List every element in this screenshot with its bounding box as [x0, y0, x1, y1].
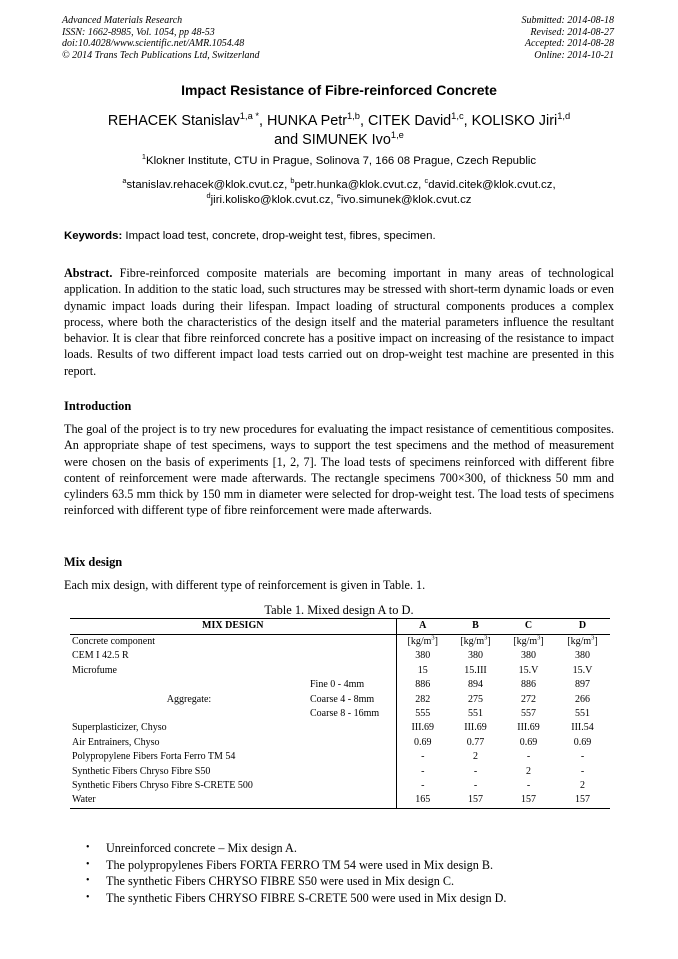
list-item: • The synthetic Fibers CHRYSO FIBRE S-CRETE 500 were used in Mix design D.: [86, 890, 506, 907]
table-cell: -: [421, 765, 425, 777]
table-cell: -: [580, 765, 585, 777]
table-cell: 275: [468, 693, 483, 705]
table-cell: 2: [473, 751, 478, 763]
email-sup: c: [424, 176, 429, 186]
mix-design-table: [70, 618, 610, 809]
table-row: [70, 736, 610, 750]
table-cell: -: [580, 751, 585, 763]
table-cell: 886: [521, 679, 536, 691]
keywords-label: Keywords:: [64, 230, 123, 242]
email-sup: a: [122, 176, 127, 186]
row-label: Superplasticizer, Chyso: [70, 721, 396, 735]
row-label: Concrete component: [70, 635, 396, 650]
table-cell: 894: [468, 679, 483, 691]
row-label: Polypropylene Fibers Forta Ferro TM 54: [70, 750, 396, 764]
table-cell: 897: [575, 679, 590, 691]
author-affil-sup: 1,a *: [239, 111, 260, 122]
email-sup: d: [206, 191, 211, 201]
table-caption: Table 1. Mixed design A to D.: [264, 603, 414, 617]
table-row: [70, 750, 610, 764]
table-row: [70, 721, 610, 735]
table-row: [70, 649, 610, 663]
table-header-row: [70, 619, 610, 635]
table-row: [70, 779, 610, 793]
author-list: [40, 112, 638, 150]
table-cell: -: [526, 780, 531, 792]
copyright-line: © 2014 Trans Tech Publications Ltd, Switzerland: [62, 49, 260, 61]
column-header: MIX DESIGN: [70, 619, 396, 635]
table-cell: -: [473, 765, 478, 777]
mix-design-text: Each mix design, with different type of reinforcement is given in Table. 1.: [64, 578, 426, 592]
table-cell: 282: [415, 693, 431, 705]
table-row: [70, 635, 610, 650]
unit-cell: $[kg/m^3]$: [567, 634, 598, 647]
table-cell: 15.III: [464, 664, 487, 676]
table-cell: 165: [396, 793, 449, 808]
email-address[interactable]: stanislav.rehacek@klok.cvut.cz,: [126, 179, 291, 191]
table-cell: 0.69: [573, 736, 592, 748]
list-item: • The synthetic Fibers CHRYSO FIBRE S50 were used in Mix design C.: [86, 873, 506, 890]
row-sublabel: Coarse 4 - 8mm: [308, 693, 396, 707]
table-cell: 157: [502, 793, 555, 808]
aggregate-label: Aggregate:: [166, 693, 212, 705]
table-row: [70, 793, 610, 808]
row-label: Synthetic Fibers Chryso Fibre S50: [70, 765, 396, 779]
author-affil-sup: 1,b: [346, 111, 360, 122]
table-cell: 555: [415, 708, 431, 720]
table-cell: -: [421, 751, 425, 763]
email-address[interactable]: ivo.simunek@klok.cvut.cz: [340, 194, 472, 206]
journal-info: [62, 15, 260, 61]
column-header: B: [449, 619, 502, 635]
row-label: Synthetic Fibers Chryso Fibre S-CRETE 500: [70, 779, 396, 793]
author-affil-sup: 1,d: [557, 111, 571, 122]
table-cell: 886: [415, 679, 431, 691]
publication-dates: [522, 15, 615, 61]
author-emails: [0, 178, 678, 208]
keywords: [64, 230, 436, 242]
unit-cell: $[kg/m^3]$: [513, 634, 544, 647]
author-name: , HUNKA Petr: [259, 113, 347, 129]
journal-name: Advanced Materials Research: [62, 15, 183, 26]
column-header: D: [555, 619, 610, 635]
table-cell: 15.V: [518, 664, 539, 676]
table-cell: 0.69: [519, 736, 538, 748]
table-cell: -: [421, 780, 425, 792]
row-label: Air Entrainers, Chyso: [70, 736, 396, 750]
affiliation-text: Klokner Institute, CTU in Prague, Solinova 7, 166 08 Prague, Czech Republic: [146, 155, 537, 167]
column-header: C: [502, 619, 555, 635]
table-cell: 266: [575, 693, 590, 705]
issn-line: ISSN: 1662-8985, Vol. 1054, pp 48-53: [62, 26, 215, 38]
table-cell: 380: [415, 650, 431, 662]
table-cell: 0.77: [466, 736, 485, 748]
table-cell: 551: [468, 708, 483, 720]
paper-title: Impact Resistance of Fibre-reinforced Concrete: [181, 82, 497, 98]
email-address[interactable]: jiri.kolisko@klok.cvut.cz,: [210, 194, 337, 206]
table-cell: 551: [575, 708, 590, 720]
row-label: Microfume: [70, 664, 396, 678]
revised-date: Revised: 2014-08-27: [530, 26, 614, 38]
author-name: , KOLISKO Jiri: [463, 113, 558, 129]
author-affil-sup: 1,c: [451, 111, 464, 122]
affiliation: [0, 152, 678, 167]
list-item: • The polypropylenes Fibers FORTA FERRO TM 54 were used in Mix design B.: [86, 857, 506, 874]
abstract: [64, 265, 614, 379]
row-label: CEM I 42.5 R: [70, 649, 396, 663]
table-cell: 380: [575, 650, 590, 662]
author-name: and SIMUNEK Ivo: [274, 132, 391, 148]
author-name: , CITEK David: [359, 113, 452, 129]
table-cell: III.69: [517, 722, 540, 734]
table-cell: 557: [521, 708, 536, 720]
table-cell: -: [473, 780, 478, 792]
table-row: [70, 664, 610, 678]
author-name: REHACEK Stanislav: [107, 113, 240, 129]
row-sublabel: Coarse 8 - 16mm: [308, 707, 396, 721]
table-cell: 2: [580, 780, 585, 792]
mix-design-heading: Mix design: [64, 555, 123, 569]
introduction-heading: Introduction: [64, 399, 132, 413]
accepted-date: Accepted: 2014-08-28: [524, 38, 614, 50]
submitted-date: Submitted: 2014-08-18: [521, 15, 614, 26]
email-sup: e: [336, 191, 341, 201]
table-cell: III.54: [571, 722, 594, 734]
email-address[interactable]: petr.hunka@klok.cvut.cz,: [294, 179, 425, 191]
table-cell: 2: [526, 765, 531, 777]
mix-bullet-list: [86, 840, 506, 906]
online-date: Online: 2014-10-21: [534, 49, 614, 61]
table-cell: III.69: [464, 722, 487, 734]
table-cell: 157: [449, 793, 502, 808]
introduction-text: The goal of the project is to try new procedures for evaluating the impact resistance of cementitious composites. An appropriate shape of test specimens, ways to support the test specimens and the method of measurement were chosen on the basis of experiments [1, 2, 7]. The load tests of specimens reinforced with different fibre content of reinforcement were made afterwards. The rectangle specimens 700×300, of thickness 50 mm and cylinders 63.5 mm thick by 150 mm in diameter were selected for drop-weight test. The load tests of specimens reinforced with different type of fibre reinforcement were made afterwards.: [64, 422, 614, 518]
table-cell: 15: [417, 664, 428, 676]
table-cell: III.69: [411, 722, 434, 734]
author-affil-sup: 1,e: [390, 130, 404, 141]
abstract-label: Abstract.: [64, 266, 113, 280]
affiliation-sup: 1: [141, 152, 147, 162]
table-cell: 272: [521, 693, 536, 705]
table-cell: 380: [521, 650, 536, 662]
column-header: A: [396, 619, 449, 635]
unit-cell: $[kg/m^3]$: [460, 634, 491, 647]
table-cell: 157: [555, 793, 610, 808]
unit-cell: $[kg/m^3]$: [407, 634, 438, 647]
table-cell: 380: [468, 650, 483, 662]
table-row: [70, 765, 610, 779]
email-sup: b: [290, 176, 295, 186]
row-label: Water: [70, 793, 396, 808]
abstract-text: Fibre-reinforced composite materials are becoming important in many areas of technological application. In addition to the static load, such structures may be stressed with short-term dynamic loads or even dynamic impact loads during their lifespan. Impact loading of structural components produces a complex process, where both the characteristics of the design itself and the material parameters influence the resultant behavior. It is clear that fibre reinforced concrete has a positive impact on increasing of the resistance to impact loads. Results of two different impact load tests carried out on drop-weight test machine are presented in this report.: [64, 266, 614, 378]
doi-line: doi:10.4028/www.scientific.net/AMR.1054.48: [62, 38, 245, 50]
list-item: • Unreinforced concrete – Mix design A.: [86, 840, 506, 857]
table-row: [70, 678, 610, 692]
row-sublabel: Fine 0 - 4mm: [308, 678, 396, 692]
table-cell: -: [526, 751, 531, 763]
table-cell: 0.69: [414, 736, 432, 748]
table-cell: 15.V: [572, 664, 593, 676]
keywords-text: Impact load test, concrete, drop-weight test, fibres, specimen.: [122, 230, 436, 242]
email-address[interactable]: david.citek@klok.cvut.cz,: [428, 179, 556, 191]
